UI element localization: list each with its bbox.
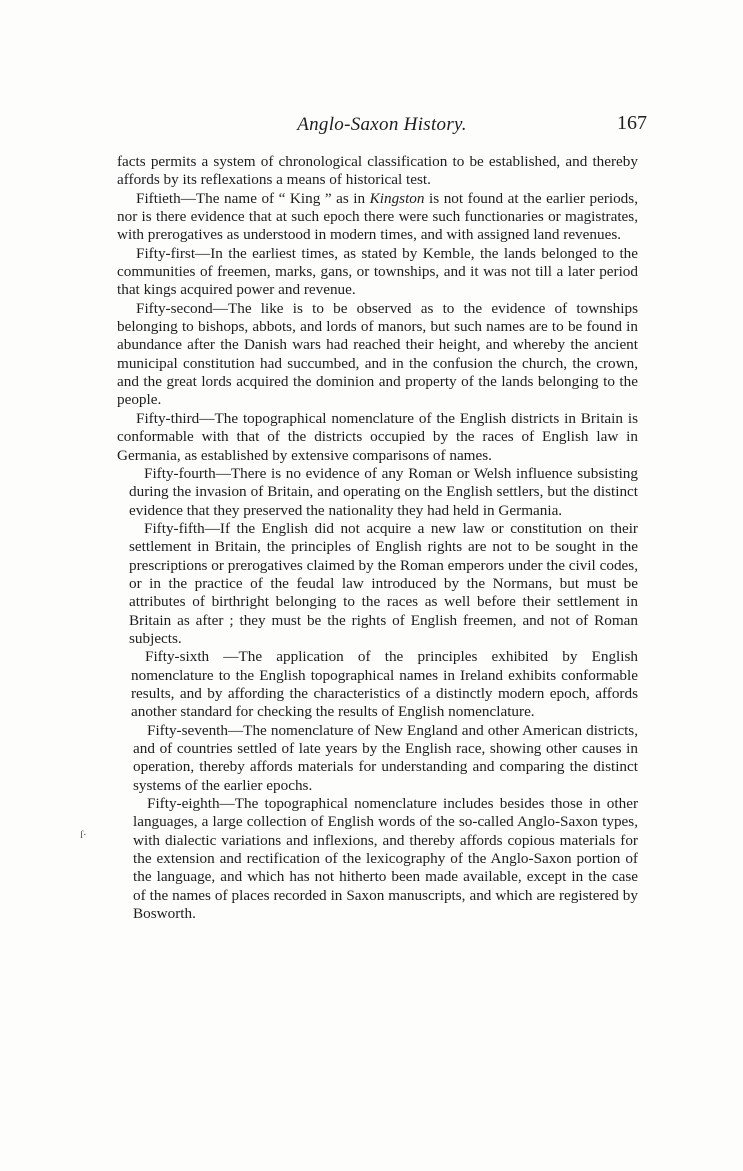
running-title: Anglo-Saxon History. xyxy=(297,114,467,135)
paragraph-fifty-seventh: Fifty-seventh—The nomenclature of New England and other American districts, and of countries settled of late years by the English race, showing other causes in operation, thereby affords materials for understanding and comparing the distinct systems of the earlier epochs. xyxy=(133,721,638,794)
paragraph-fifty-fourth: Fifty-fourth—There is no evidence of any Roman or Welsh influence subsisting during the invasion of Britain, and operating on the English settlers, but the distinct evidence that they preserved the nationality they had held in Germania. xyxy=(129,464,638,519)
paragraph-fifty-first: Fifty-first—In the earliest times, as stated by Kemble, the lands belonged to the communities of freemen, marks, gans, or townships, and it was not till a later period that kings acquired power and revenue. xyxy=(117,244,638,299)
margin-mark: ſ· xyxy=(80,829,87,841)
paragraph-fifty-eighth: Fifty-eighth—The topographical nomenclature includes besides those in other languages, a large collection of English words of the so-called Anglo-Saxon types, with dialectic variations and inflexions, and thereby affords copious materials for the extension and rectification of the lexicography of the Anglo-Saxon portion of the language, and which has not hitherto been made available, except in the case of the names of places recorded in Saxon manuscripts, and which are registered by Bosworth. xyxy=(133,795,638,923)
kingston-emphasis: Kingston xyxy=(369,189,425,207)
running-head xyxy=(117,114,647,140)
page-number: 167 xyxy=(617,112,647,134)
paragraph-fifty-third: Fifty-third—The topographical nomenclature of the English districts in Britain is conformable with that of the districts occupied by the races of English law in Germania, as established by extensive comparisons of names. xyxy=(117,409,638,464)
body-text xyxy=(117,153,638,923)
paragraph-fiftieth-lead: Fiftieth—The name of “ King ” as in xyxy=(136,189,370,207)
paragraph-fifty-fifth: Fifty-fifth—If the English did not acquire a new law or constitution on their settlement in Britain, the principles of English rights are not to be sought in the prescriptions or prerogatives claimed by the Roman emperors under the civil codes, or in the practice of the feudal law introduced by the Normans, but must be attributes of birthright belonging to the races as well before their settlement in Britain as after ; they must be the rights of English freemen, and not of Roman subjects. xyxy=(129,519,638,647)
paragraph-continuation: facts permits a system of chronological classification to be established, and thereby affords by its reflexations a means of historical test. xyxy=(117,153,638,189)
paragraph-fiftieth-rest: is not found at the earlier periods, nor is there evidence that at such epoch there were such functionaries or magistrates, with prerogatives as understood in modern times, and with assigned land revenues. xyxy=(117,189,638,244)
paragraph-fifty-sixth: Fifty-sixth —The application of the principles exhibited by English nomenclature to the English topographical names in Ireland exhibits conformable results, and by affording the characteristics of a distinctly modern epoch, affords another standard for checking the results of English nomenclature. xyxy=(131,648,638,721)
paragraph-fiftieth xyxy=(117,190,638,245)
paragraph-fifty-second: Fifty-second—The like is to be observed as to the evidence of townships belonging to bishops, abbots, and lords of manors, but such names are to be found in abundance after the Danish wars had reached their height, and whereby the ancient municipal constitution had succumbed, and in the confusion the church, the crown, and the great lords acquired the dominion and property of the lands belonging to the people. xyxy=(117,299,638,409)
